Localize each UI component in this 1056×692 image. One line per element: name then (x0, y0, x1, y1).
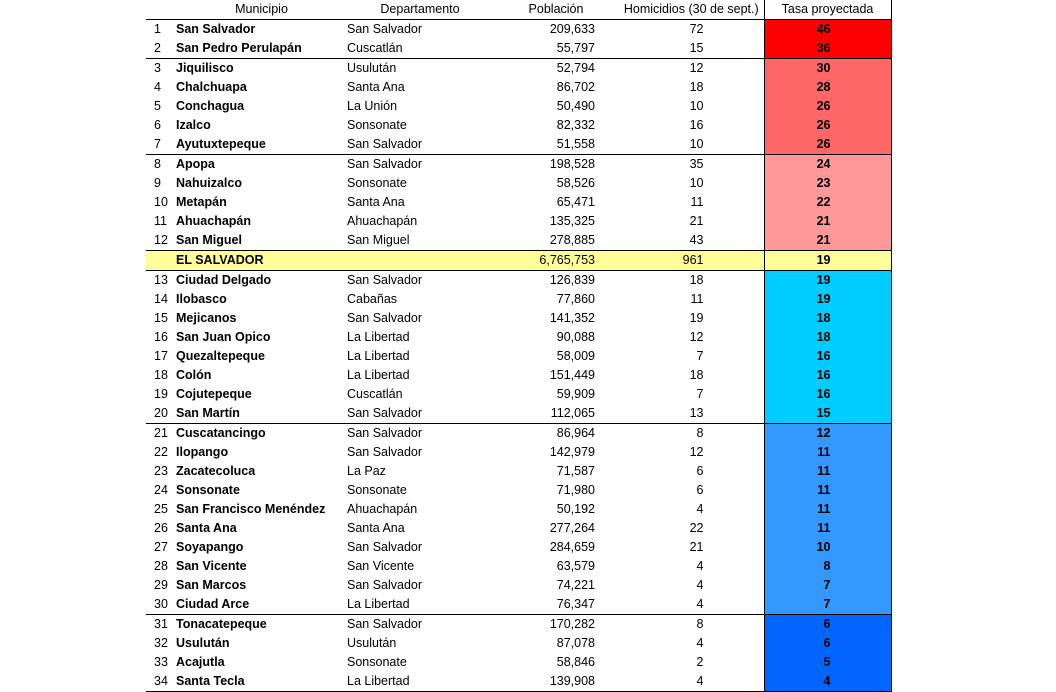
poblacion-cell: 82,332 (556, 118, 595, 132)
departamento-cell: Cabañas (347, 292, 398, 306)
homicidios-cell: 8 (696, 617, 704, 631)
row-number: 20 (146, 404, 176, 424)
departamento-cell: La Libertad (347, 672, 493, 692)
homicide-rate-table (146, 0, 892, 692)
row-number: 6 (154, 118, 161, 132)
homicidios-cell: 35 (689, 157, 704, 171)
tasa-cell: 11 (764, 443, 891, 462)
table-row (146, 39, 891, 59)
departamento-cell: Sonsonate (347, 118, 407, 132)
row-number: 24 (154, 483, 168, 497)
row-number: 26 (154, 521, 168, 535)
row-number: 3 (154, 61, 161, 75)
header-homicidios: Homicidios (30 de sept.) (619, 0, 764, 20)
municipio-cell: Cojutepeque (176, 387, 252, 401)
table-row (146, 557, 891, 576)
table-row (146, 212, 891, 231)
tasa-cell: 7 (764, 576, 891, 595)
municipio-cell: Chalchuapa (176, 80, 247, 94)
poblacion-cell: 209,633 (549, 22, 595, 36)
departamento-cell: Sonsonate (347, 655, 407, 669)
departamento-cell: San Salvador (347, 445, 423, 459)
poblacion-cell: 151,449 (549, 368, 595, 382)
poblacion-cell: 50,490 (556, 99, 595, 113)
municipio-cell: Colón (176, 368, 212, 382)
tasa-cell: 11 (764, 481, 891, 500)
homicidios-cell: 19 (689, 311, 704, 325)
row-number: 29 (154, 578, 168, 592)
table-row (146, 97, 891, 116)
departamento-cell: San Salvador (347, 540, 423, 554)
departamento-cell: San Salvador (347, 311, 423, 325)
poblacion-cell: 277,264 (549, 521, 595, 535)
homicidios-cell: 7 (696, 349, 704, 363)
row-number: 11 (154, 214, 167, 228)
poblacion-cell: 284,659 (549, 540, 595, 554)
poblacion-cell: 87,078 (556, 636, 595, 650)
row-number: 19 (154, 387, 168, 401)
poblacion-cell: 50,192 (556, 502, 595, 516)
municipio-cell: San Vicente (176, 559, 247, 573)
tasa-cell: 12 (764, 424, 891, 444)
poblacion-cell: 77,860 (556, 292, 595, 306)
departamento-cell: San Salvador (347, 578, 423, 592)
poblacion-cell: 142,979 (549, 445, 595, 459)
departamento-cell: San Miguel (347, 231, 493, 251)
municipio-cell: Izalco (176, 118, 211, 132)
homicidios-cell: 13 (619, 404, 764, 424)
municipio-cell: Ciudad Arce (176, 595, 347, 615)
poblacion-cell: 71,980 (556, 483, 595, 497)
municipio-cell: Ayutuxtepeque (176, 135, 347, 155)
homicidios-cell: 72 (689, 22, 704, 36)
row-number: 15 (154, 311, 168, 325)
tasa-cell: 30 (764, 59, 891, 79)
municipio-cell: EL SALVADOR (176, 251, 347, 271)
homicidios-cell: 18 (689, 80, 704, 94)
table-row (146, 595, 891, 615)
municipio-cell: Santa Ana (176, 521, 237, 535)
municipio-cell: Conchagua (176, 99, 245, 113)
homicidios-cell: 4 (696, 559, 704, 573)
tasa-cell: 26 (764, 97, 891, 116)
homicidios-cell: 6 (696, 464, 704, 478)
departamento-cell: San Salvador (347, 135, 493, 155)
municipio-cell: Mejicanos (176, 311, 237, 325)
departamento-cell: San Salvador (347, 404, 493, 424)
homicidios-cell: 4 (696, 578, 704, 592)
departamento-cell: Cuscatlán (347, 387, 403, 401)
header-number (146, 0, 176, 20)
poblacion-cell: 63,579 (556, 559, 595, 573)
table-row (146, 155, 891, 175)
departamento-cell: San Salvador (347, 22, 423, 36)
departamento-cell: Sonsonate (347, 483, 407, 497)
table-row (146, 309, 891, 328)
row-number: 18 (154, 368, 168, 382)
municipio-cell: Soyapango (176, 540, 244, 554)
poblacion-cell: 278,885 (493, 231, 619, 251)
homicidios-cell: 10 (689, 99, 704, 113)
municipio-cell: San Miguel (176, 231, 347, 251)
departamento-cell: La Libertad (347, 368, 410, 382)
row-number: 4 (154, 80, 161, 94)
tasa-cell: 16 (764, 366, 891, 385)
tasa-cell: 15 (764, 404, 891, 424)
homicidios-cell: 2 (696, 655, 704, 669)
table-row (146, 174, 891, 193)
municipio-cell: Quezaltepeque (176, 349, 265, 363)
table-row (146, 231, 891, 251)
homicidios-cell: 21 (689, 540, 704, 554)
table-header (146, 0, 891, 20)
departamento-cell: San Salvador (347, 426, 423, 440)
departamento-cell: San Salvador (347, 617, 423, 631)
poblacion-cell: 86,702 (556, 80, 595, 94)
table-row (146, 116, 891, 135)
poblacion-cell: 139,908 (493, 672, 619, 692)
municipio-cell: Apopa (176, 157, 215, 171)
table-row (146, 290, 891, 309)
row-number: 10 (154, 195, 168, 209)
poblacion-cell: 86,964 (556, 426, 595, 440)
total-row (146, 251, 891, 271)
municipio-cell: Santa Tecla (176, 672, 347, 692)
municipio-cell: Metapán (176, 195, 227, 209)
tasa-cell: 36 (764, 39, 891, 59)
municipio-cell: Sonsonate (176, 483, 240, 497)
municipio-cell: San Pedro Perulapán (176, 39, 347, 59)
row-number: 34 (146, 672, 176, 692)
row-number: 30 (146, 595, 176, 615)
tasa-cell: 5 (764, 653, 891, 672)
municipio-cell: Ilopango (176, 445, 229, 459)
municipio-cell: San Juan Opico (176, 330, 271, 344)
municipio-cell: Usulután (176, 636, 230, 650)
tasa-cell: 16 (764, 385, 891, 404)
table-row (146, 385, 891, 404)
row-number: 25 (154, 502, 168, 516)
tasa-cell: 26 (764, 135, 891, 155)
poblacion-cell: 6,765,753 (493, 251, 619, 271)
table-row (146, 424, 891, 444)
tasa-cell: 18 (764, 328, 891, 347)
poblacion-cell: 55,797 (493, 39, 619, 59)
poblacion-cell: 59,909 (556, 387, 595, 401)
homicidios-cell: 4 (696, 636, 704, 650)
homicidios-cell: 11 (690, 292, 704, 306)
table-row (146, 59, 891, 79)
homicidios-cell: 7 (696, 387, 704, 401)
row-number: 16 (154, 330, 168, 344)
tasa-cell: 4 (764, 672, 891, 692)
departamento-cell: Sonsonate (347, 176, 407, 190)
poblacion-cell: 58,526 (556, 176, 595, 190)
departamento-cell: San Salvador (347, 157, 423, 171)
departamento-cell: La Libertad (347, 349, 410, 363)
municipio-cell: Jiquilisco (176, 61, 234, 75)
poblacion-cell: 65,471 (556, 195, 595, 209)
row-number (146, 251, 176, 271)
homicidios-cell: 10 (689, 176, 704, 190)
table-row (146, 634, 891, 653)
departamento-cell: Usulután (347, 636, 397, 650)
row-number: 32 (154, 636, 168, 650)
tasa-cell: 21 (764, 231, 891, 251)
tasa-cell: 22 (764, 193, 891, 212)
poblacion-cell: 76,347 (493, 595, 619, 615)
homicidios-cell: 12 (689, 330, 704, 344)
table-row (146, 576, 891, 595)
homicidios-cell: 4 (696, 502, 704, 516)
row-number: 9 (154, 176, 161, 190)
municipio-cell: Ciudad Delgado (176, 273, 272, 287)
tasa-cell: 26 (764, 116, 891, 135)
municipio-cell: San Francisco Menéndez (176, 502, 326, 516)
municipio-cell: San Salvador (176, 22, 256, 36)
homicidios-cell: 18 (689, 368, 704, 382)
departamento-cell: Ahuachapán (347, 502, 418, 516)
tasa-cell: 8 (764, 557, 891, 576)
poblacion-cell: 170,282 (549, 617, 595, 631)
departamento-cell: La Unión (347, 99, 398, 113)
poblacion-cell: 90,088 (556, 330, 595, 344)
row-number: 8 (154, 157, 161, 171)
tasa-cell: 7 (764, 595, 891, 615)
poblacion-cell: 126,839 (549, 273, 595, 287)
tasa-cell: 23 (764, 174, 891, 193)
table-row (146, 462, 891, 481)
municipio-cell: San Marcos (176, 578, 247, 592)
row-number: 31 (154, 617, 168, 631)
tasa-cell: 24 (764, 155, 891, 175)
homicidios-cell: 6 (696, 483, 704, 497)
poblacion-cell: 198,528 (549, 157, 595, 171)
table-row (146, 404, 891, 424)
homicidios-cell: 15 (619, 39, 764, 59)
municipio-cell: Acajutla (176, 655, 225, 669)
poblacion-cell: 71,587 (556, 464, 595, 478)
table-row (146, 653, 891, 672)
homicidios-cell: 43 (619, 231, 764, 251)
homicidios-cell: 12 (689, 445, 704, 459)
poblacion-cell: 112,065 (493, 404, 619, 424)
table-row (146, 20, 891, 40)
poblacion-cell: 74,221 (556, 578, 595, 592)
table-row (146, 519, 891, 538)
departamento-cell (347, 251, 493, 271)
table-row (146, 500, 891, 519)
poblacion-cell: 52,794 (556, 61, 595, 75)
departamento-cell: Santa Ana (347, 80, 405, 94)
row-number: 14 (154, 292, 168, 306)
municipio-cell: Zacatecoluca (176, 464, 256, 478)
header-departamento: Departamento (347, 0, 493, 20)
row-number: 1 (154, 22, 161, 36)
tasa-cell: 18 (764, 309, 891, 328)
header-poblacion: Población (493, 0, 619, 20)
table-row (146, 615, 891, 635)
header-tasa-proyectada: Tasa proyectada (764, 0, 891, 20)
homicidios-cell: 12 (689, 61, 704, 75)
homicidios-cell: 4 (619, 595, 764, 615)
poblacion-cell: 135,325 (549, 214, 595, 228)
homicide-rate-table-sheet (146, 0, 891, 692)
table-row (146, 271, 891, 291)
tasa-cell: 46 (764, 20, 891, 40)
departamento-cell: San Vicente (347, 559, 415, 573)
tasa-cell: 28 (764, 78, 891, 97)
homicidios-cell: 961 (619, 251, 764, 271)
row-number: 12 (146, 231, 176, 251)
poblacion-cell: 141,352 (549, 311, 595, 325)
departamento-cell: San Salvador (347, 273, 423, 287)
tasa-cell: 11 (764, 519, 891, 538)
tasa-cell: 21 (764, 212, 891, 231)
row-number: 17 (154, 349, 168, 363)
table-row (146, 672, 891, 692)
departamento-cell: Santa Ana (347, 195, 405, 209)
table-row (146, 443, 891, 462)
row-number: 28 (154, 559, 168, 573)
table-row (146, 366, 891, 385)
tasa-cell: 11 (764, 462, 891, 481)
tasa-cell: 10 (764, 538, 891, 557)
tasa-cell: 16 (764, 347, 891, 366)
departamento-cell: Cuscatlán (347, 39, 493, 59)
row-number: 2 (146, 39, 176, 59)
departamento-cell: Usulután (347, 61, 397, 75)
table-row (146, 481, 891, 500)
homicidios-cell: 18 (689, 273, 704, 287)
homicidios-cell: 11 (690, 195, 704, 209)
municipio-cell: Nahuizalco (176, 176, 242, 190)
table-row (146, 347, 891, 366)
tasa-cell: 19 (764, 251, 891, 271)
departamento-cell: La Libertad (347, 595, 493, 615)
poblacion-cell: 58,846 (556, 655, 595, 669)
homicidios-cell: 10 (619, 135, 764, 155)
municipio-cell: San Martín (176, 404, 347, 424)
departamento-cell: Santa Ana (347, 521, 405, 535)
departamento-cell: La Libertad (347, 330, 410, 344)
departamento-cell: Ahuachapán (347, 214, 418, 228)
municipio-cell: Ahuachapán (176, 214, 252, 228)
row-number: 23 (154, 464, 168, 478)
row-number: 22 (154, 445, 168, 459)
table-body (146, 20, 891, 692)
homicidios-cell: 22 (689, 521, 704, 535)
table-row (146, 538, 891, 557)
homicidios-cell: 21 (689, 214, 704, 228)
tasa-cell: 6 (764, 634, 891, 653)
row-number: 33 (154, 655, 168, 669)
tasa-cell: 6 (764, 615, 891, 635)
poblacion-cell: 58,009 (556, 349, 595, 363)
row-number: 13 (154, 273, 168, 287)
header-row (146, 0, 891, 20)
homicidios-cell: 4 (619, 672, 764, 692)
tasa-cell: 11 (764, 500, 891, 519)
homicidios-cell: 16 (689, 118, 704, 132)
table-row (146, 135, 891, 155)
tasa-cell: 19 (764, 290, 891, 309)
row-number: 5 (154, 99, 161, 113)
poblacion-cell: 51,558 (493, 135, 619, 155)
table-row (146, 193, 891, 212)
row-number: 7 (146, 135, 176, 155)
tasa-cell: 19 (764, 271, 891, 291)
departamento-cell: La Paz (347, 464, 386, 478)
table-row (146, 78, 891, 97)
row-number: 21 (154, 426, 168, 440)
municipio-cell: Ilobasco (176, 292, 227, 306)
header-municipio: Municipio (176, 0, 347, 20)
table-row (146, 328, 891, 347)
row-number: 27 (154, 540, 168, 554)
homicidios-cell: 8 (696, 426, 704, 440)
municipio-cell: Tonacatepeque (176, 617, 267, 631)
municipio-cell: Cuscatancingo (176, 426, 266, 440)
